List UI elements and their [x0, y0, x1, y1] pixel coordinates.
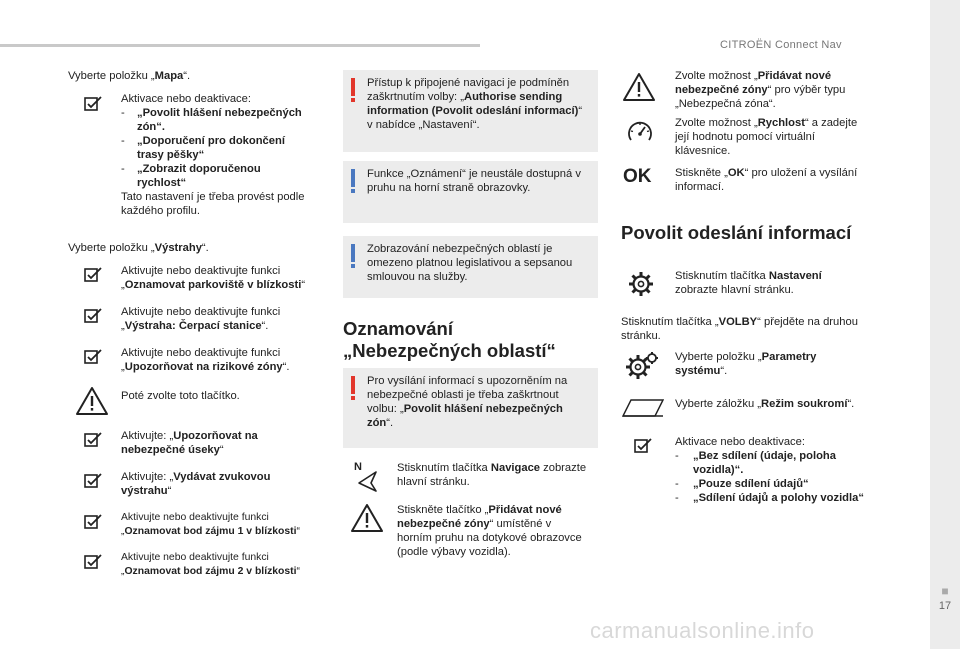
info-mark-icon	[351, 244, 355, 262]
section-heading-hazard	[343, 318, 603, 362]
map-settings-title: Aktivace nebo deaktivace:	[121, 93, 251, 105]
heading-line-2: „Nebezpečných oblastí“	[343, 340, 556, 361]
note-legislation: Zobrazování nebezpečných oblastí je omezeno platnou legislativou a sepsanou smlouvou na služby.	[343, 236, 598, 298]
checkbox-icon	[84, 553, 104, 569]
checkbox-icon	[84, 513, 104, 529]
heading-line-1: Oznamování	[343, 318, 453, 339]
system-settings-icon	[624, 351, 660, 381]
note-notifications: Funkce „Oznámení“ je neustále dostupná v pruhu na horní straně obrazovky.	[343, 161, 598, 223]
note-connected-nav: Přístup k připojené navigaci je podmíněn zaškrtnutím volby: „Authorise sending information (Povolit odeslání informací)“ v nabídce „Nastavení“.	[343, 70, 598, 152]
speedometer-icon	[625, 118, 655, 148]
navigation-icon-letter: N	[354, 461, 362, 473]
add-hazard-instruction: Stiskněte tlačítko „Přidávat nové nebezpečné zóny“ umístěné v horním pruhu na dotykové obrazovce (podle výbavy vozidla).	[397, 504, 582, 558]
gear-icon	[627, 270, 655, 298]
alert-sound: Aktivujte: „Vydávat zvukovou výstrahu“	[121, 471, 271, 497]
page-number: 17	[938, 600, 952, 612]
privacy-settings-title: Aktivace nebo deaktivace:	[675, 436, 805, 448]
checkbox-icon	[84, 431, 104, 447]
note-send-info: Pro vysílání informací s upozorněním na nebezpečné oblasti je třeba zaškrtnout volbu: „Povolit hlášení nebezpečných zón“.	[343, 368, 598, 448]
choose-button-instruction: Poté zvolte toto tlačítko.	[121, 390, 240, 402]
tab-icon	[622, 398, 664, 418]
system-params-instruction: Vyberte položku „Parametry systému“.	[675, 351, 817, 377]
settings-instruction: Stisknutím tlačítka Nastavení zobrazte hlavní stránku.	[675, 270, 822, 296]
select-map-instruction: Vyberte položku „Mapa“.	[68, 70, 191, 82]
top-rule	[0, 44, 480, 47]
navigation-icon	[351, 459, 381, 493]
alert-poi-1: Aktivujte nebo deaktivujte funkci „Oznamovat bod zájmu 1 v blízkosti“	[121, 512, 300, 537]
option-walking-route: „Doporučení pro dokončení trasy pěšky“	[137, 135, 285, 161]
checkbox-icon	[634, 437, 654, 453]
alert-parking: Aktivujte nebo deaktivujte funkci „Oznamovat parkoviště v blízkosti“	[121, 265, 306, 291]
map-settings-block: Aktivace nebo deaktivace: - „Povolit hlášení nebezpečných zón“. - „Doporučení pro dokončení trasy pěšky“ - „Zobrazit doporučenou rychlost“ Tato nastavení je třeba provést podle každého profilu.	[121, 92, 311, 218]
alert-risk-zones: Aktivujte nebo deaktivujte funkci „Upozorňovat na rizikové zóny“.	[121, 347, 290, 373]
page-marker: ■	[941, 584, 949, 598]
option-recommended-speed: „Zobrazit doporučenou rychlost“	[137, 163, 261, 189]
ok-instruction: Stiskněte „OK“ pro uložení a vysílání informací.	[675, 167, 858, 193]
speed-instruction: Zvolte možnost „Rychlost“ a zadejte její hodnotu pomocí virtuální klávesnice.	[675, 117, 858, 157]
checkbox-icon	[84, 348, 104, 364]
ok-icon: OK	[623, 166, 652, 187]
options-instruction: Stisknutím tlačítka „VOLBY“ přejděte na druhou stránku.	[621, 316, 858, 342]
option-data-and-position: „Sdílení údajů a polohy vozidla“	[693, 492, 864, 504]
watermark: carmanualsonline.info	[590, 618, 815, 643]
alert-fuel-station: Aktivujte nebo deaktivujte funkci „Výstraha: Čerpací stanice“.	[121, 306, 281, 332]
side-band	[930, 0, 960, 649]
profile-note: Tato nastavení je třeba provést podle každého profilu.	[121, 191, 305, 217]
add-hazard-type-instruction: Zvolte možnost „Přidávat nové nebezpečné zóny“ pro výběr typu „Nebezpečná zóna“.	[675, 70, 846, 110]
privacy-settings-block: Aktivace nebo deaktivace: - „Bez sdílení (údaje, poloha vozidla)“. - „Pouze sdílení údajů“ - „Sdílení údajů a polohy vozidla“	[675, 435, 875, 505]
warning-mark-icon	[351, 376, 355, 394]
privacy-tab-instruction: Vyberte záložku „Režim soukromí“.	[675, 398, 855, 410]
warning-icon	[622, 72, 656, 102]
page-header: CITROËN Connect Nav	[720, 39, 842, 51]
info-mark-icon	[351, 169, 355, 187]
section-heading-send: Povolit odeslání informací	[621, 222, 852, 243]
option-no-sharing: „Bez sdílení (údaje, poloha vozidla)“.	[693, 450, 836, 476]
warning-icon	[75, 386, 109, 416]
alert-dangerous-sections: Aktivujte: „Upozorňovat na nebezpečné úseky“	[121, 430, 258, 456]
navigation-instruction: Stisknutím tlačítka Navigace zobrazte hlavní stránku.	[397, 462, 587, 488]
checkbox-icon	[84, 266, 104, 282]
option-hazard-zones: „Povolit hlášení nebezpečných zón“.	[137, 107, 302, 133]
checkbox-icon	[84, 307, 104, 323]
option-data-only: „Pouze sdílení údajů“	[693, 478, 809, 490]
checkbox-icon	[84, 472, 104, 488]
alert-poi-2: Aktivujte nebo deaktivujte funkci „Oznamovat bod zájmu 2 v blízkosti“	[121, 552, 300, 577]
select-alerts-instruction: Vyberte položku „Výstrahy“.	[68, 242, 209, 254]
checkbox-icon	[84, 95, 104, 111]
warning-icon	[350, 503, 384, 533]
warning-mark-icon	[351, 78, 355, 96]
